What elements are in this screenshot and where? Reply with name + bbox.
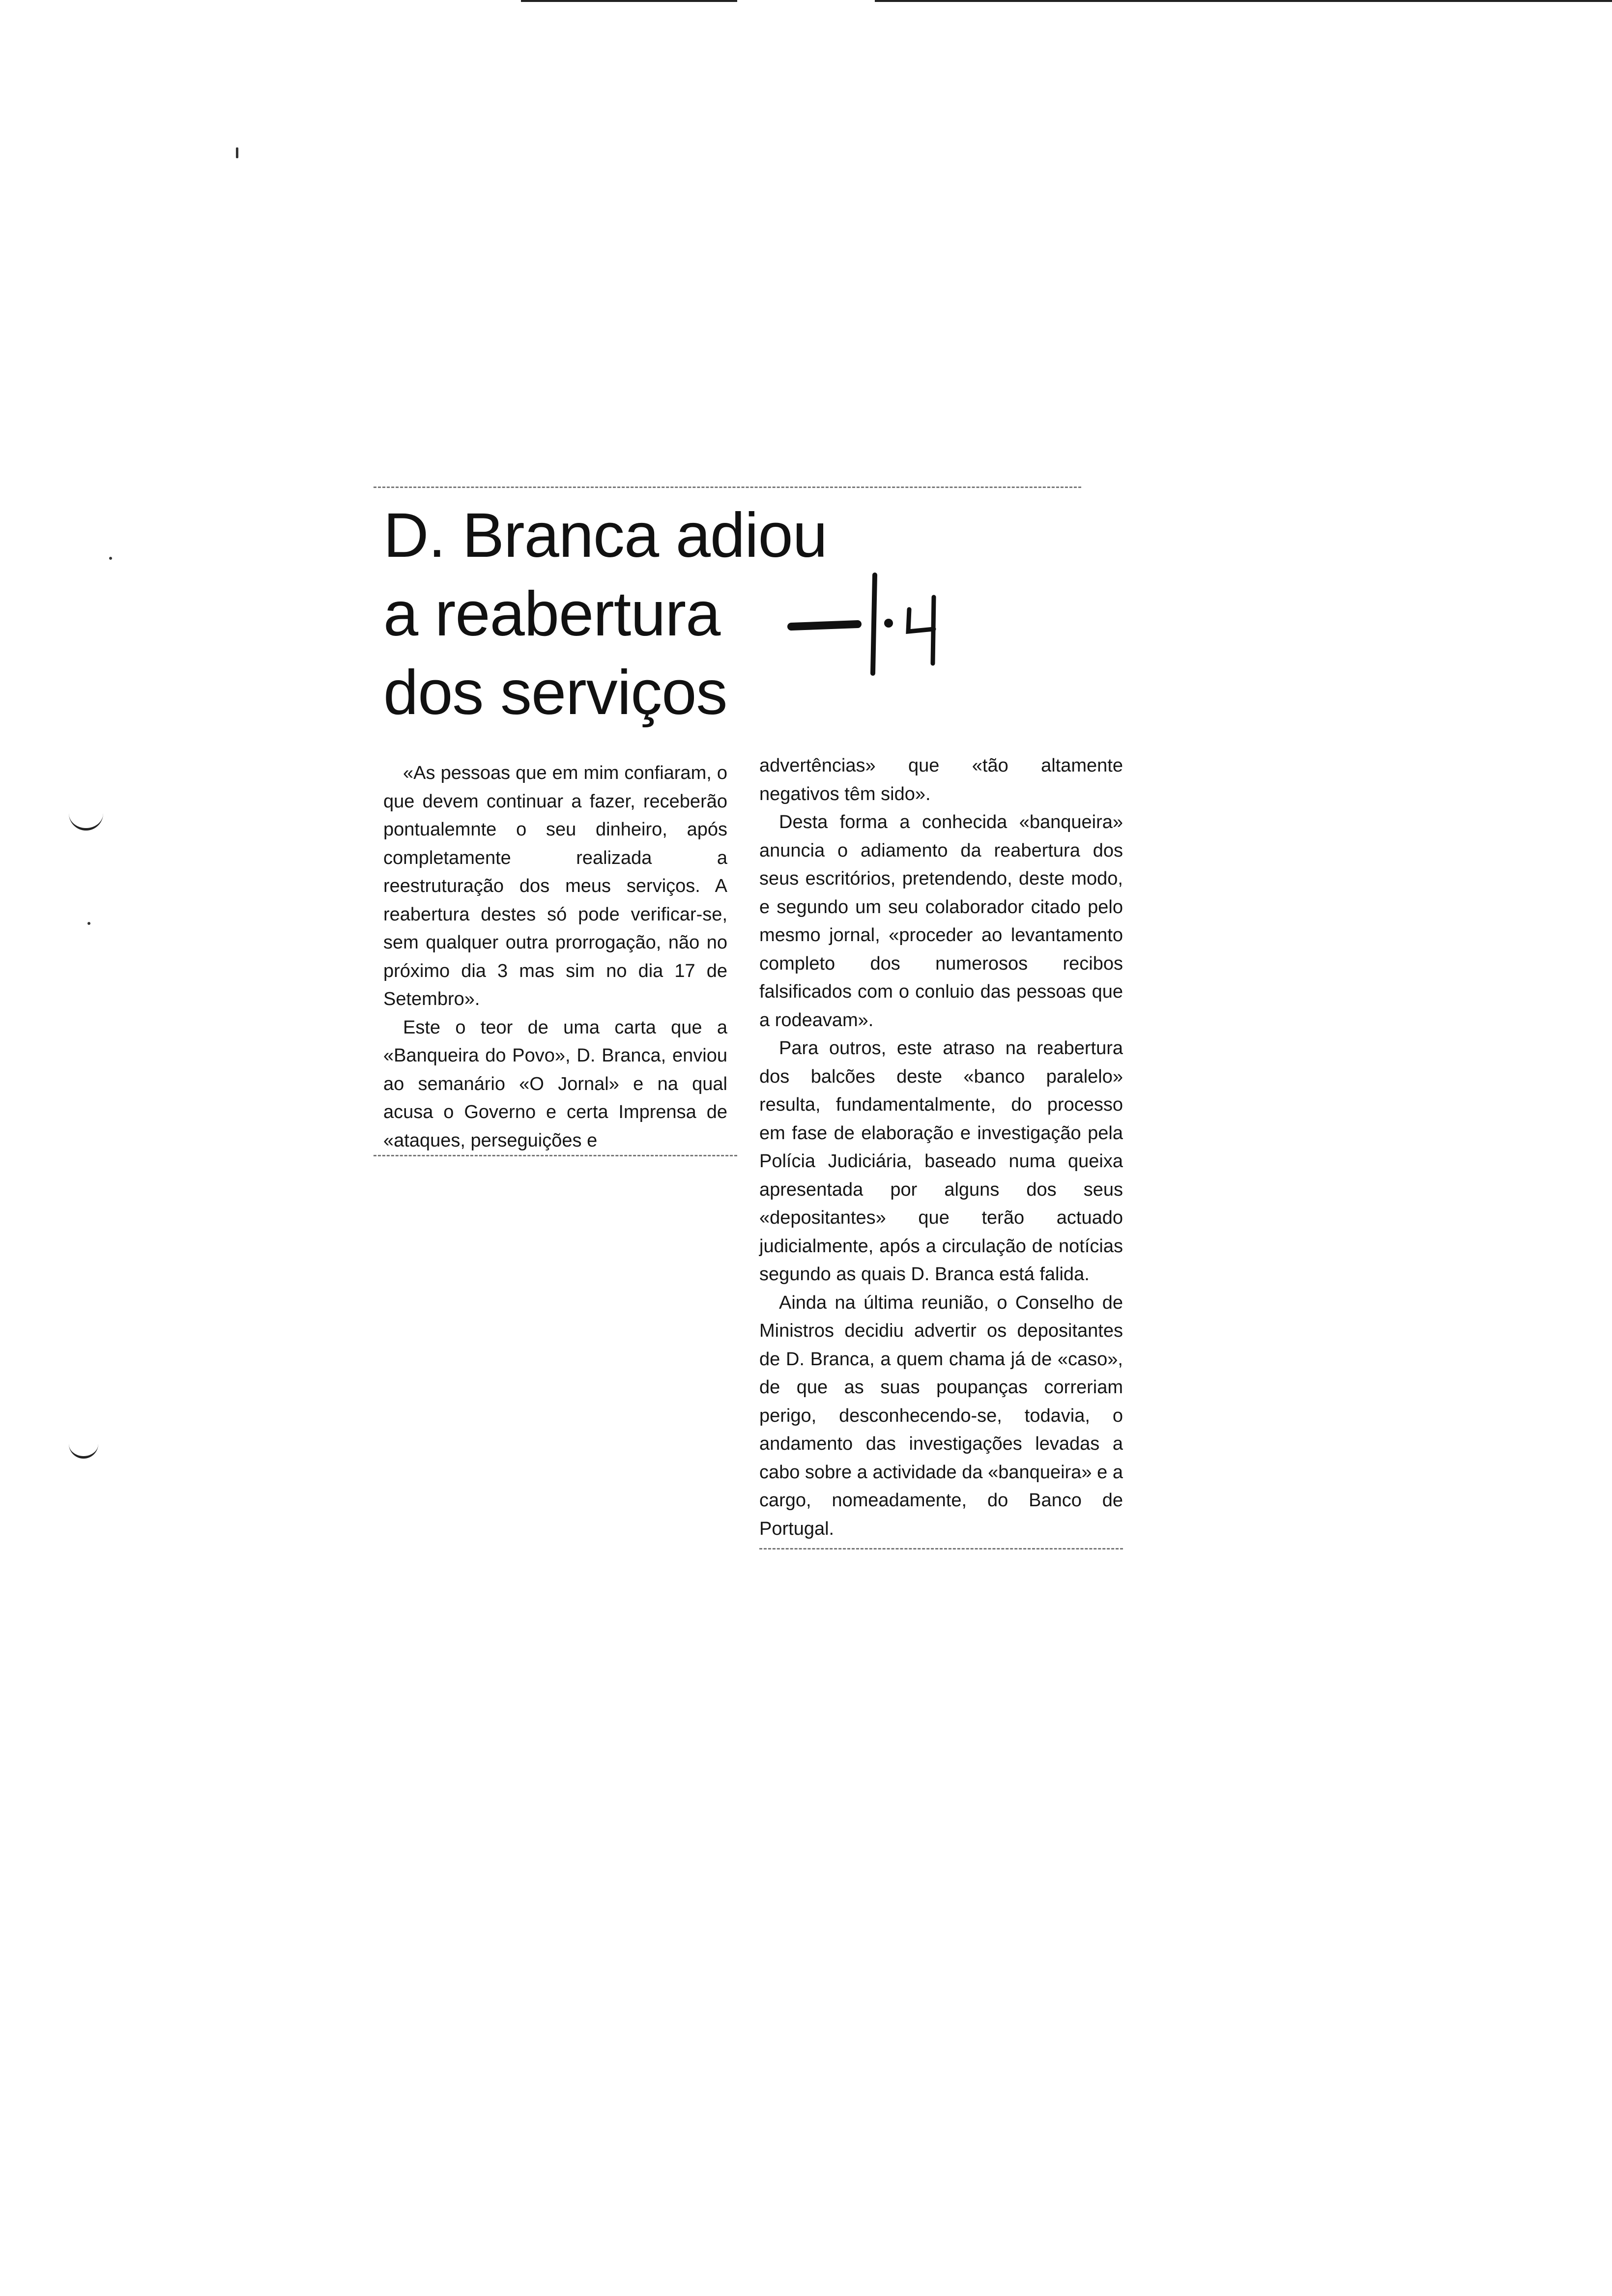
article-column-1 [383, 759, 727, 1155]
headline-line: D. Branca adiou [383, 500, 827, 571]
article-column-2 [759, 752, 1123, 1543]
scan-edge-line [875, 0, 1612, 2]
article-paragraph: Este o teor de uma carta que a «Banqueira do Povo», D. Branca, enviou ao semanário «O Jornal» e na qual acusa o Governo e certa Imprensa de «ataques, perseguições e [383, 1017, 727, 1151]
margin-mark [69, 1442, 98, 1459]
scan-edge-line [521, 0, 737, 2]
scan-speck [109, 557, 112, 560]
margin-mark [69, 813, 103, 831]
headline-line: a reabertura [383, 579, 720, 649]
article-paragraph: Desta forma a conhecida «banqueira» anuncia o adiamento da reabertura dos seus escritórios, pretendendo, deste modo, e segundo um seu colaborador citado pelo mesmo jornal, «proceder ao levantamento completo dos numerosos recibos falsificados com o conluio das pessoas que a rodeavam». [759, 812, 1123, 1031]
handwritten-mark [786, 550, 973, 698]
article-paragraph: «As pessoas que em mim confiaram, o que devem continuar a fazer, receberão pontualemnte o seu dinheiro, após completamente realizada a reestruturação dos meus serviços. A reabertura destes só pode verificar-se, sem qualquer outra prorrogação, não no próximo dia 3 mas sim no dia 17 de Setembro». [383, 763, 727, 1009]
clipping-top-edge [374, 487, 1081, 488]
article-paragraph: Ainda na última reunião, o Conselho de Ministros decidiu advertir os depositantes de D. Branca, a quem chama já de «caso», de que as suas poupanças correriam perigo, desconhecendo-se, todavia, o andamento das investigações levadas a cabo sobre a actividade da «banqueira» e a cargo, nomeadamente, do Banco de Portugal. [759, 1292, 1123, 1539]
scan-speck [236, 147, 238, 158]
headline-line: dos serviços [383, 658, 727, 728]
clipping-bottom-edge [759, 1548, 1123, 1550]
article-paragraph: advertências» que «tão altamente negativos têm sido». [759, 755, 1123, 804]
clipping-mid-edge [374, 1155, 737, 1156]
article-paragraph: Para outros, este atraso na reabertura dos balcões deste «banco paralelo» resulta, fundamentalmente, do processo em fase de elaboração e investigação pela Polícia Judiciária, baseado numa queixa apresentada por alguns dos seus «depositantes» que terão actuado judicialmente, após a circulação de notícias segundo as quais D. Branca está falida. [759, 1038, 1123, 1285]
scan-speck [87, 922, 90, 925]
